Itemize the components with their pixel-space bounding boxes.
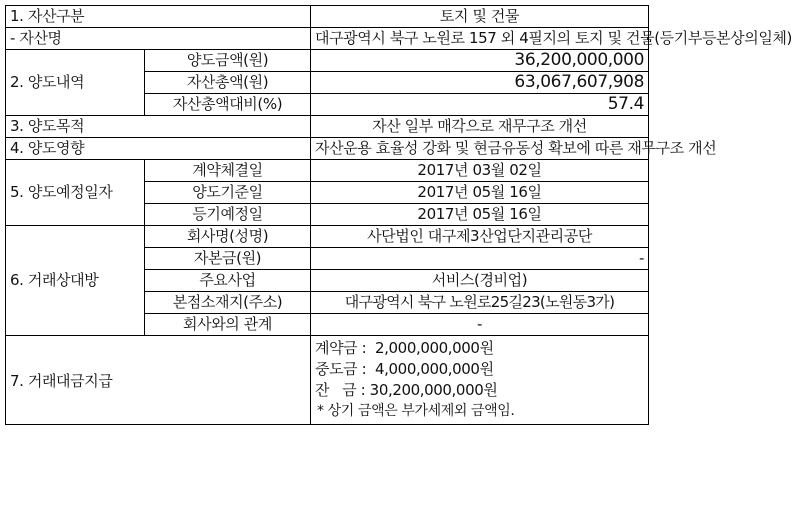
total-assets-label: 자산총액(원) bbox=[145, 72, 311, 94]
interim-payment-line: 중도금 : 4,000,000,000원 bbox=[315, 360, 494, 378]
contract-date-value: 2017년 03월 02일 bbox=[311, 160, 649, 182]
main-business-value: 서비스(경비업) bbox=[311, 270, 649, 292]
transfer-purpose-value: 자산 일부 매각으로 재무구조 개선 bbox=[311, 116, 649, 138]
main-business-label: 주요사업 bbox=[145, 270, 311, 292]
asset-name-value: 대구광역시 북구 노원로 157 외 4필지의 토지 및 건물(등기부등본상의일체) bbox=[311, 28, 649, 50]
row-transfer-amount bbox=[6, 50, 649, 72]
asset-ratio-value: 57.4 bbox=[311, 94, 649, 116]
base-date-value: 2017년 05월 16일 bbox=[311, 182, 649, 204]
base-date-label: 양도기준일 bbox=[145, 182, 311, 204]
payment-details bbox=[311, 336, 649, 425]
row-contract-date bbox=[6, 160, 649, 182]
capital-value: - bbox=[311, 248, 649, 270]
head-office-value: 대구광역시 북구 노원로25길23(노원동3가) bbox=[311, 292, 649, 314]
transfer-amount-label: 양도금액(원) bbox=[145, 50, 311, 72]
payment-label: 7. 거래대금지급 bbox=[6, 336, 311, 425]
disclosure-document bbox=[5, 5, 792, 425]
deposit-line: 계약금 : 2,000,000,000원 bbox=[315, 339, 494, 357]
asset-type-label: 1. 자산구분 bbox=[6, 6, 311, 28]
counterparty-name-value: 사단법인 대구제3산업단지관리공단 bbox=[311, 226, 649, 248]
scheduled-dates-label: 5. 양도예정일자 bbox=[6, 160, 145, 226]
asset-name-label: - 자산명 bbox=[6, 28, 311, 50]
relationship-label: 회사와의 관계 bbox=[145, 314, 311, 336]
total-assets-value: 63,067,607,908 bbox=[311, 72, 649, 94]
row-asset-type bbox=[6, 6, 649, 28]
row-asset-name bbox=[6, 28, 649, 50]
asset-transfer-table bbox=[5, 5, 792, 425]
row-counterparty-name bbox=[6, 226, 649, 248]
relationship-value: - bbox=[311, 314, 649, 336]
transfer-purpose-label: 3. 양도목적 bbox=[6, 116, 311, 138]
registration-date-label: 등기예정일 bbox=[145, 204, 311, 226]
asset-type-value: 토지 및 건물 bbox=[311, 6, 649, 28]
transfer-impact-label: 4. 양도영향 bbox=[6, 138, 311, 160]
contract-date-label: 계약체결일 bbox=[145, 160, 311, 182]
vat-note: * 상기 금액은 부가세제외 금액임. bbox=[317, 403, 515, 419]
row-transfer-impact bbox=[6, 138, 649, 160]
counterparty-label: 6. 거래상대방 bbox=[6, 226, 145, 336]
balance-line: 잔 금 : 30,200,000,000원 bbox=[315, 381, 498, 399]
capital-label: 자본금(원) bbox=[145, 248, 311, 270]
transfer-details-label: 2. 양도내역 bbox=[6, 50, 145, 116]
registration-date-value: 2017년 05월 16일 bbox=[311, 204, 649, 226]
row-payment bbox=[6, 336, 649, 425]
head-office-label: 본점소재지(주소) bbox=[145, 292, 311, 314]
transfer-amount-value: 36,200,000,000 bbox=[311, 50, 649, 72]
row-transfer-purpose bbox=[6, 116, 649, 138]
transfer-impact-value: 자산운용 효율성 강화 및 현금유동성 확보에 따른 재무구조 개선 bbox=[311, 138, 649, 160]
counterparty-name-label: 회사명(성명) bbox=[145, 226, 311, 248]
asset-ratio-label: 자산총액대비(%) bbox=[145, 94, 311, 116]
